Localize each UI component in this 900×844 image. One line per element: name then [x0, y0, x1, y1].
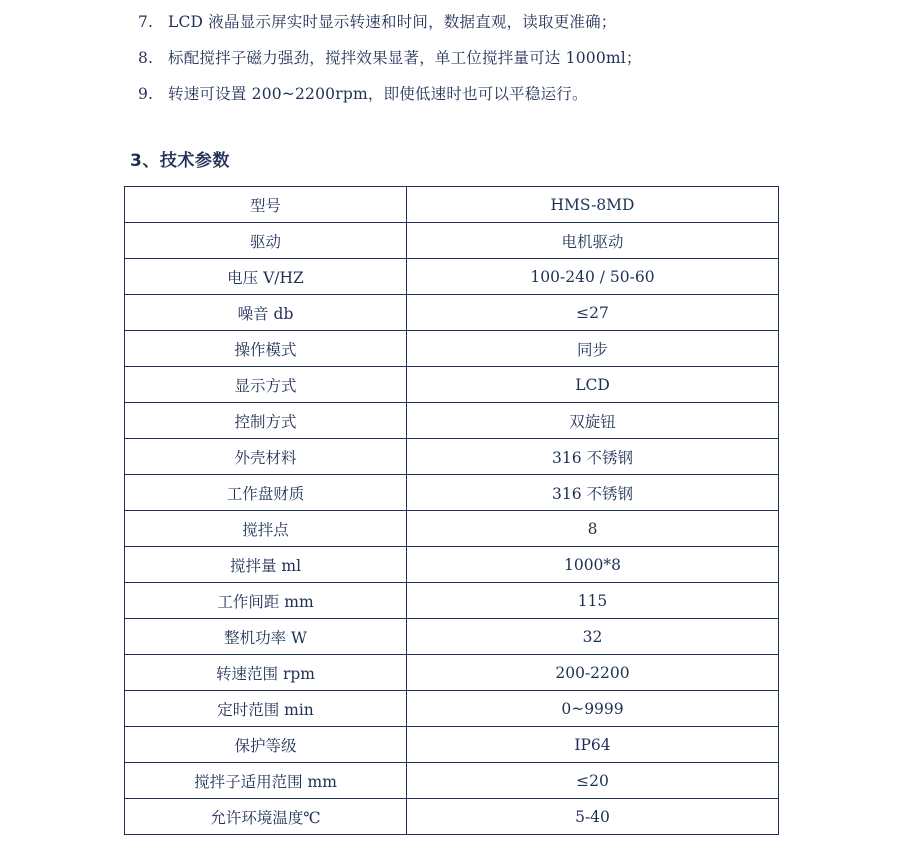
- spec-label: 搅拌量 ml: [125, 547, 407, 583]
- table-row: [125, 583, 779, 619]
- spec-value: HMS-8MD: [407, 187, 779, 223]
- spec-label: 工作间距 mm: [125, 583, 407, 619]
- spec-label: 定时范围 min: [125, 691, 407, 727]
- feature-number: 7.: [138, 13, 154, 31]
- spec-label: 整机功率 W: [125, 619, 407, 655]
- spec-value: 115: [407, 583, 779, 619]
- spec-label: 转速范围 rpm: [125, 655, 407, 691]
- spec-value: 1000*8: [407, 547, 779, 583]
- feature-item: [138, 4, 642, 40]
- spec-value: ≤27: [407, 295, 779, 331]
- spec-value: ≤20: [407, 763, 779, 799]
- spec-label: 工作盘财质: [125, 475, 407, 511]
- spec-value: IP64: [407, 727, 779, 763]
- spec-label: 型号: [125, 187, 407, 223]
- spec-value: 0~9999: [407, 691, 779, 727]
- table-row: [125, 187, 779, 223]
- feature-number: 9.: [138, 85, 154, 103]
- spec-value: 316 不锈钢: [407, 439, 779, 475]
- spec-value: 316 不锈钢: [407, 475, 779, 511]
- table-row: [125, 691, 779, 727]
- table-row: [125, 727, 779, 763]
- table-row: [125, 403, 779, 439]
- feature-text: LCD 液晶显示屏实时显示转速和时间，数据直观，读取更准确；: [168, 13, 617, 31]
- table-row: [125, 295, 779, 331]
- feature-text: 转速可设置 200~2200rpm，即使低速时也可以平稳运行。: [168, 85, 588, 103]
- spec-label: 允许环境温度℃: [125, 799, 407, 835]
- table-row: [125, 655, 779, 691]
- spec-label: 操作模式: [125, 331, 407, 367]
- section-title: 3、技术参数: [130, 151, 230, 171]
- spec-label: 驱动: [125, 223, 407, 259]
- feature-text: 标配搅拌子磁力强劲，搅拌效果显著，单工位搅拌量可达 1000ml；: [168, 49, 642, 67]
- table-row: [125, 367, 779, 403]
- feature-item: [138, 40, 642, 76]
- table-row: [125, 547, 779, 583]
- table-row: [125, 259, 779, 295]
- feature-item: [138, 76, 642, 112]
- spec-label: 电压 V/HZ: [125, 259, 407, 295]
- table-row: [125, 439, 779, 475]
- spec-value: 双旋钮: [407, 403, 779, 439]
- spec-value: 200-2200: [407, 655, 779, 691]
- spec-value: 同步: [407, 331, 779, 367]
- spec-value: 8: [407, 511, 779, 547]
- spec-label: 显示方式: [125, 367, 407, 403]
- table-row: [125, 475, 779, 511]
- spec-label: 搅拌点: [125, 511, 407, 547]
- feature-list: [138, 4, 642, 112]
- spec-table: [124, 186, 779, 835]
- table-row: [125, 763, 779, 799]
- table-row: [125, 799, 779, 835]
- spec-value: 电机驱动: [407, 223, 779, 259]
- spec-label: 搅拌子适用范围 mm: [125, 763, 407, 799]
- feature-number: 8.: [138, 49, 154, 67]
- spec-label: 保护等级: [125, 727, 407, 763]
- table-row: [125, 331, 779, 367]
- spec-label: 外壳材料: [125, 439, 407, 475]
- table-row: [125, 511, 779, 547]
- spec-value: LCD: [407, 367, 779, 403]
- table-row: [125, 223, 779, 259]
- spec-value: 32: [407, 619, 779, 655]
- spec-value: 5-40: [407, 799, 779, 835]
- spec-label: 噪音 db: [125, 295, 407, 331]
- table-row: [125, 619, 779, 655]
- spec-label: 控制方式: [125, 403, 407, 439]
- spec-value: 100-240 / 50-60: [407, 259, 779, 295]
